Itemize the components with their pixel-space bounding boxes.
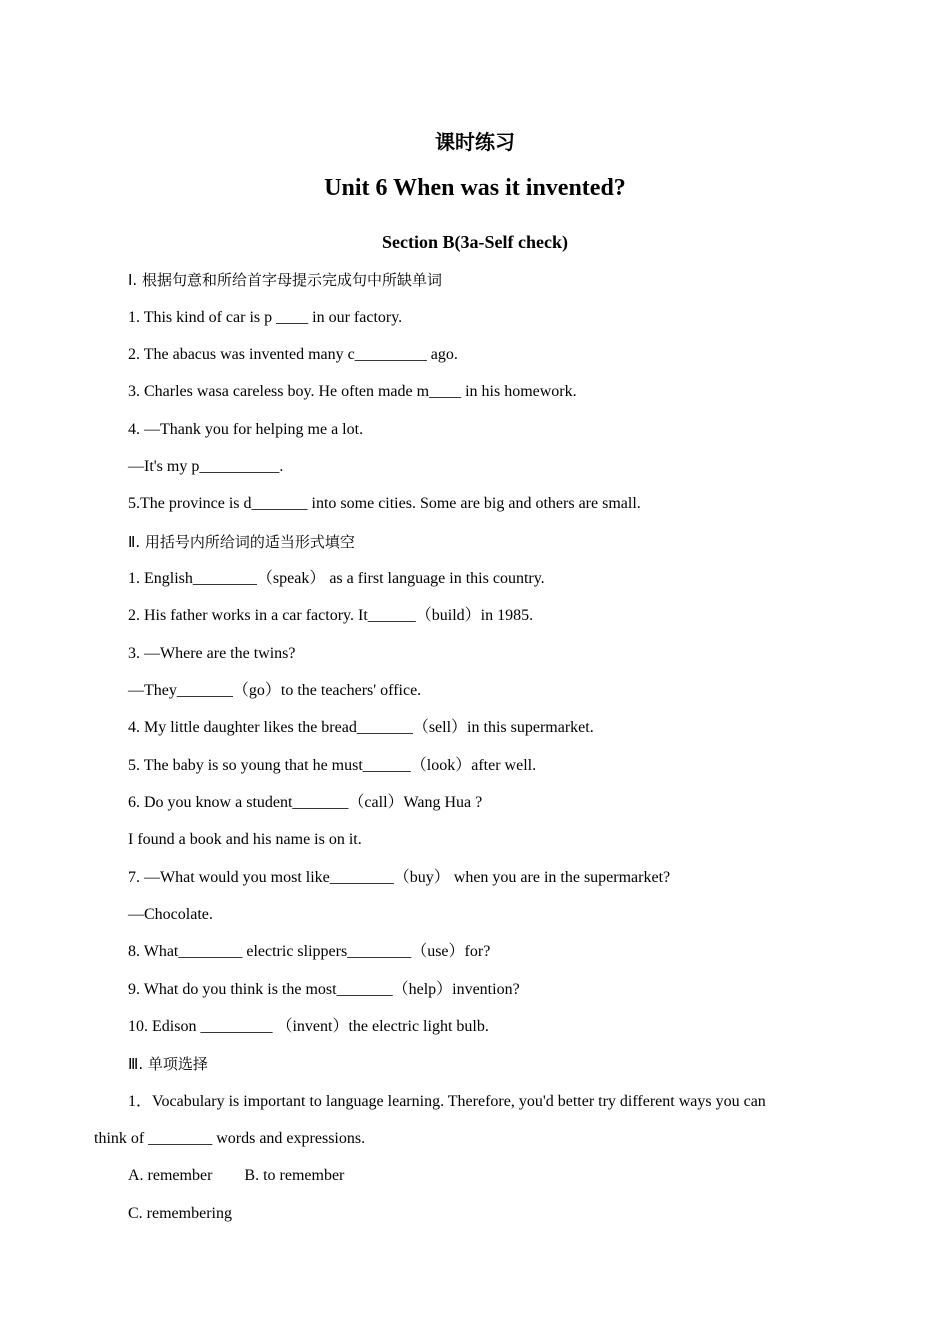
part2-item: 10. Edison _________ （invent）the electric light bulb. <box>128 1018 489 1035</box>
part2-item: 1. English________（speak） as a first language in this country. <box>128 570 545 587</box>
part2-heading: Ⅱ. 用括号内所给词的适当形式填空 <box>128 533 355 551</box>
part1-item: 4. —Thank you for helping me a lot. <box>128 421 364 438</box>
part2-item: 5. The baby is so young that he must______（look）after well. <box>128 757 537 774</box>
part2-item: 9. What do you think is the most_______（help）invention? <box>128 981 520 998</box>
part1-item: 3. Charles wasa careless boy. He often made m____ in his homework. <box>128 383 577 400</box>
part2-item: —They_______（go）to the teachers' office. <box>128 682 422 699</box>
question-1-text-continued: think of ________ words and expressions. <box>94 1130 366 1147</box>
part1-heading: Ⅰ. 根据句意和所给首字母提示完成句中所缺单词 <box>128 271 442 289</box>
document-title: Unit 6 When was it invented? <box>324 175 626 201</box>
question-1-text: 1．Vocabulary is important to language learning. Therefore, you'd better try different ways you can <box>128 1093 766 1110</box>
question-1-option-c: C. remembering <box>128 1205 232 1222</box>
part2-item: 6. Do you know a student_______（call）Wang Hua ? <box>128 794 483 811</box>
document-title-chinese: 课时练习 <box>435 130 515 154</box>
part1-item: 2. The abacus was invented many c_________ ago. <box>128 346 458 363</box>
part2-item: —Chocolate. <box>128 906 213 923</box>
section-title: Section B(3a-Self check) <box>382 232 568 252</box>
part2-item: 7. —What would you most like________（buy） when you are in the supermarket? <box>128 869 671 886</box>
part1-item: 5.The province is d_______ into some cities. Some are big and others are small. <box>128 495 641 512</box>
part2-item: 4. My little daughter likes the bread_______（sell）in this supermarket. <box>128 719 594 736</box>
part2-item: 3. —Where are the twins? <box>128 645 296 662</box>
part1-item: —It's my p__________. <box>128 458 284 475</box>
part2-item: I found a book and his name is on it. <box>128 831 362 848</box>
part1-item: 1. This kind of car is p ____ in our factory. <box>128 309 403 326</box>
part2-item: 8. What________ electric slippers________（use）for? <box>128 943 491 960</box>
part2-item: 2. His father works in a car factory. It______（build）in 1985. <box>128 607 534 624</box>
part3-heading: Ⅲ. 单项选择 <box>128 1055 208 1073</box>
question-1-options-a-b: A. remember B. to remember <box>128 1167 345 1184</box>
